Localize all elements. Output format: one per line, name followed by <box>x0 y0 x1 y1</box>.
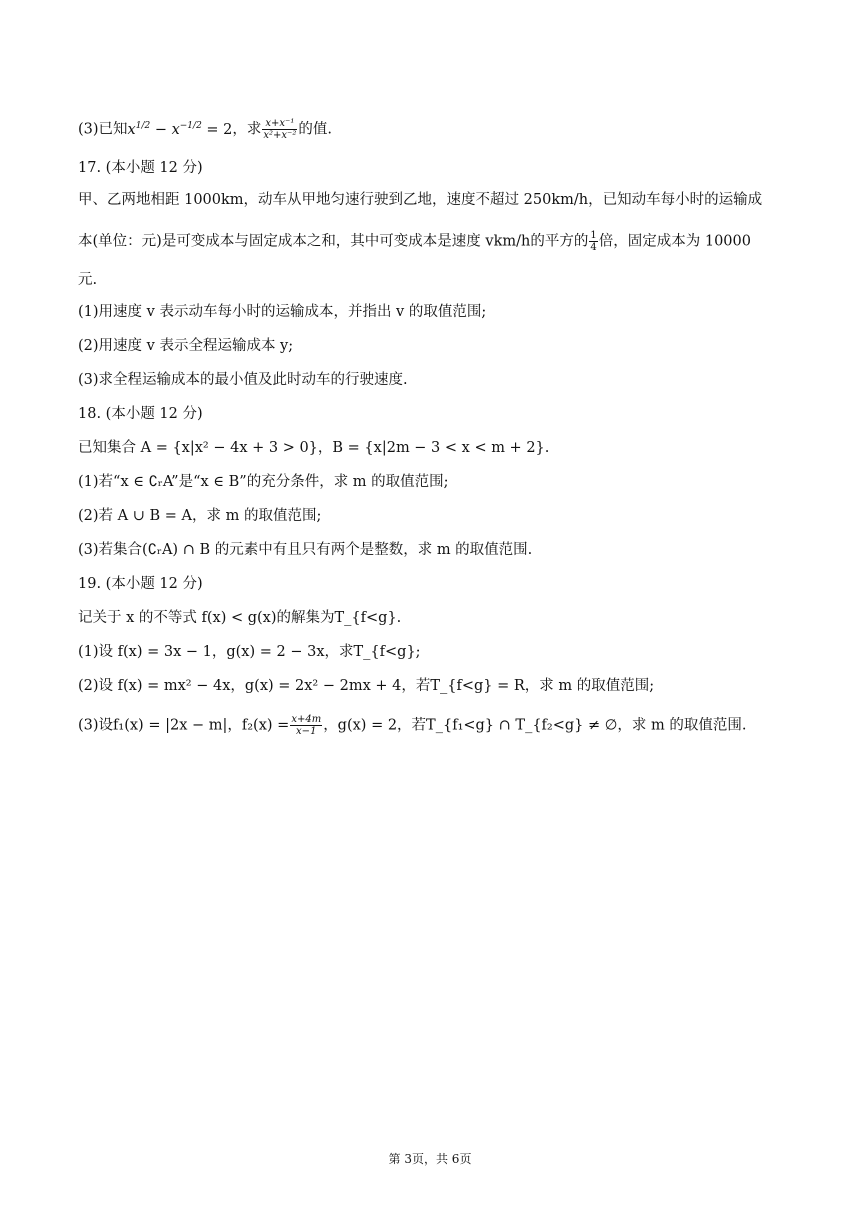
q16-3-fraction: $\frac{\text{x+x⁻¹}}{\text{x²+x⁻²}}$ <box>263 118 297 141</box>
q16-part3: (3)已知$x^{1/2} - x^{-1/2} = 2$，求 $\frac{\text{x+x⁻¹}}{\text{x²+x⁻²}}$ 的值. <box>78 118 332 141</box>
q17-text-2: 本(单位：元)是可变成本与固定成本之和，其中可变成本是速度 vkm/h的平方的 $\frac{1}{4}$ 倍，固定成本为 10000 <box>78 230 751 253</box>
q17-heading: 17. (本小题 12 分) <box>78 160 203 176</box>
q17-part1: (1)用速度 v 表示动车每小时的运输成本，并指出 v 的取值范围; <box>78 304 487 320</box>
q19-part3: (3)设f₁(x) = |2x − m|，f₂(x) = $\frac{x+4m}{x-1}$ ，g(x) = 2，若T_{f₁<g} ∩ T_{f₂<g} ≠ ∅，求 m 的取值范围. <box>78 714 747 737</box>
q17-part3: (3)求全程运输成本的最小值及此时动车的行驶速度. <box>78 372 408 388</box>
q19-heading: 19. (本小题 12 分) <box>78 576 203 592</box>
q19-part1: (1)设 f(x) = 3x − 1，g(x) = 2 − 3x，求T_{f<g}; <box>78 644 421 660</box>
q19-part2: (2)设 f(x) = mx² − 4x，g(x) = 2x² − 2mx + 4，若T_{f<g} = R，求 m 的取值范围; <box>78 678 655 694</box>
q17-text-3: 元. <box>78 272 98 288</box>
q17-part2: (2)用速度 v 表示全程运输成本 y; <box>78 338 294 354</box>
q18-part3: (3)若集合(∁ᵣA) ∩ B 的元素中有且只有两个是整数，求 m 的取值范围. <box>78 542 533 558</box>
page-footer: 第 3页，共 6页 <box>388 1152 472 1166</box>
quarter-fraction: $\frac{1}{4}$ <box>590 230 597 253</box>
q16-3-equation: $x^{1/2} - x^{-1/2} = 2$ <box>127 120 233 138</box>
q16-3-mid: ，求 <box>232 121 262 138</box>
q18-part2: (2)若 A ∪ B = A，求 m 的取值范围; <box>78 508 322 524</box>
q18-text: 已知集合 A = {x|x² − 4x + 3 > 0}，B = {x|2m − 3 < x < m + 2}. <box>78 440 550 456</box>
q19-text: 记关于 x 的不等式 f(x) < g(x)的解集为T_{f<g}. <box>78 610 402 626</box>
q18-part1: (1)若“x ∈ ∁ᵣA”是“x ∈ B”的充分条件，求 m 的取值范围; <box>78 474 449 490</box>
q16-3-prefix: (3)已知 <box>78 121 128 138</box>
q18-heading: 18. (本小题 12 分) <box>78 406 203 422</box>
q17-text-1: 甲、乙两地相距 1000km，动车从甲地匀速行驶到乙地，速度不超过 250km/h，已知动车每小时的运输成 <box>78 192 763 208</box>
f2-fraction: $\frac{x+4m}{x-1}$ <box>291 714 322 737</box>
